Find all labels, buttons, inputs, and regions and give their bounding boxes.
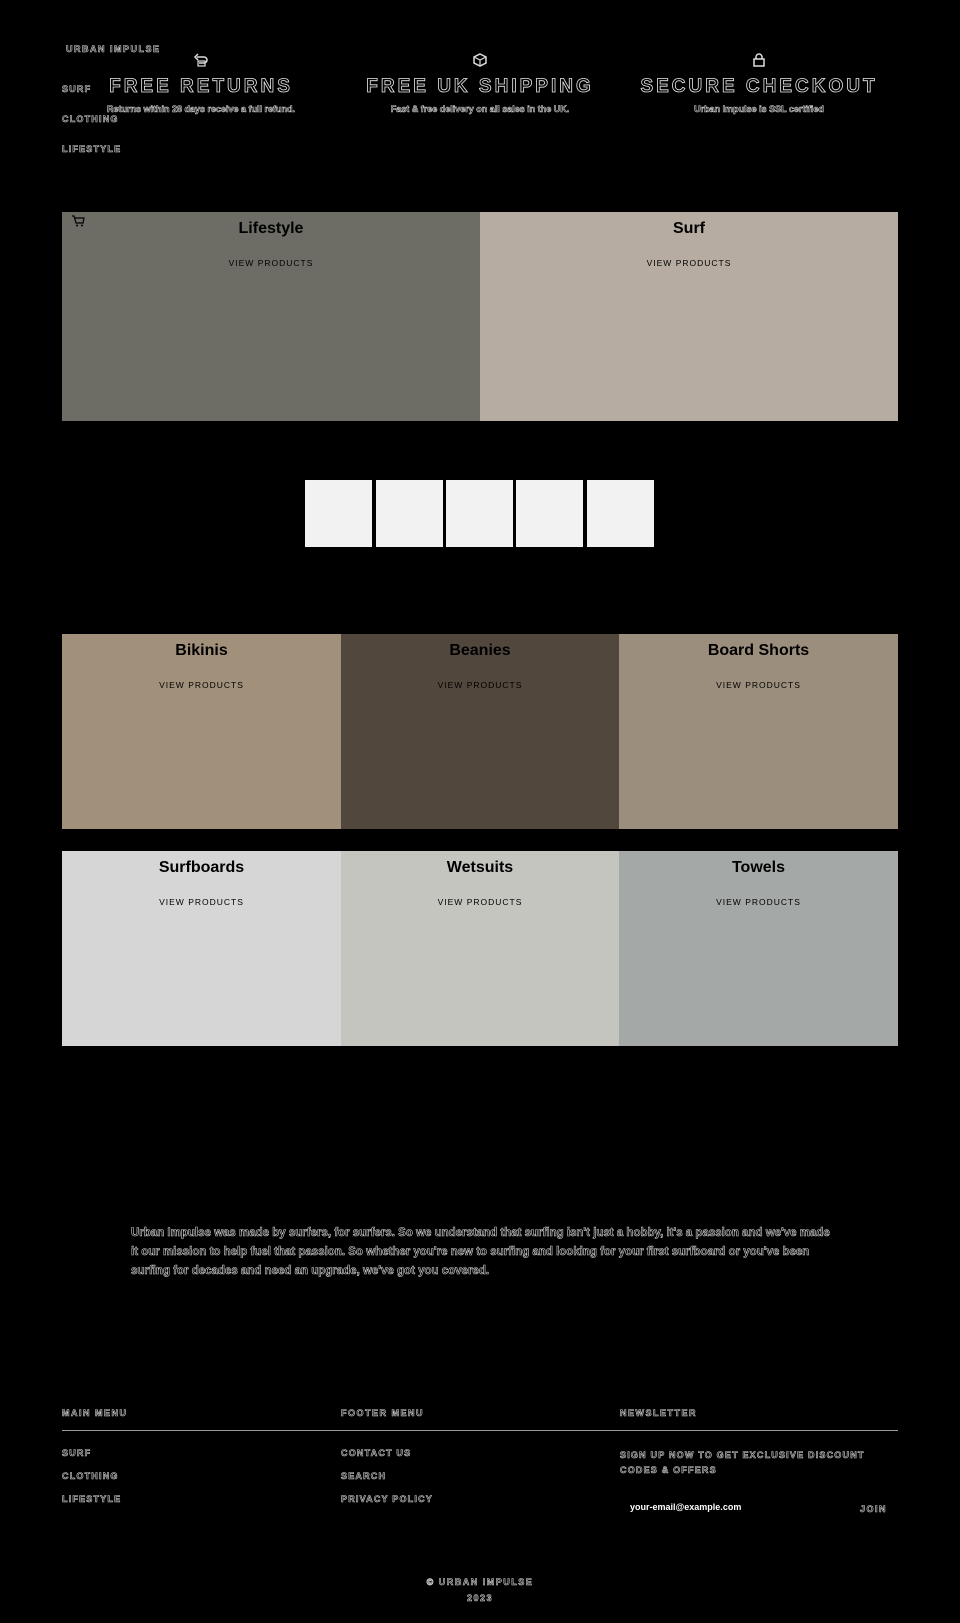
collection-title: Towels: [731, 859, 786, 876]
newsletter-heading: NEWSLETTER: [620, 1408, 697, 1418]
view-products-link[interactable]: VIEW PRODUCTS: [159, 680, 244, 690]
feature-secure-checkout: [609, 52, 909, 114]
about-text: Urban Impulse was made by surfers, for surfers. So we understand that surfing isn't just a hobby, it's a passion and we've made it our mission to help fuel that passion. So whether you're new to surfing and looking for your first surfboard or you've been surfing for decades and need an upgrade, we've got you covered.: [131, 1227, 830, 1277]
newsletter-join-button[interactable]: JOIN: [860, 1504, 888, 1514]
view-products-link[interactable]: VIEW PRODUCTS: [646, 258, 732, 268]
returns-icon: [193, 52, 209, 68]
slider-item[interactable]: [587, 480, 654, 547]
feature-text: Returns within 28 days receive a full refund.: [106, 104, 296, 114]
footer-link-lifestyle[interactable]: LIFESTYLE: [62, 1494, 122, 1504]
box-icon: [472, 52, 488, 68]
newsletter-email-input[interactable]: [630, 1502, 820, 1512]
cart-icon[interactable]: [71, 215, 85, 227]
view-products-link[interactable]: VIEW PRODUCTS: [716, 897, 801, 907]
copyright-text: © URBAN IMPULSE: [426, 1577, 534, 1587]
brand-logo[interactable]: URBAN IMPULSE: [66, 44, 161, 54]
view-products-link[interactable]: VIEW PRODUCTS: [716, 680, 801, 690]
footer-link-privacy-policy[interactable]: PRIVACY POLICY: [341, 1494, 433, 1504]
copyright-year: 2023: [466, 1593, 494, 1603]
feature-free-shipping: [330, 52, 630, 114]
feature-title: SECURE CHECKOUT: [640, 76, 878, 97]
collection-title: Surfboards: [158, 859, 245, 876]
view-products-link[interactable]: VIEW PRODUCTS: [437, 897, 523, 907]
collection-lifestyle[interactable]: [62, 212, 480, 421]
newsletter-text: SIGN UP NOW TO GET EXCLUSIVE DISCOUNT CODES & OFFERS: [620, 1450, 865, 1475]
footer-main-menu-heading: MAIN MENU: [62, 1408, 128, 1418]
nav-item-lifestyle[interactable]: LIFESTYLE: [62, 144, 122, 154]
footer-menu-heading: FOOTER MENU: [341, 1408, 424, 1418]
copyright: [380, 1574, 580, 1606]
nav-item-surf[interactable]: SURF: [62, 84, 92, 94]
view-products-link[interactable]: VIEW PRODUCTS: [228, 258, 314, 268]
collection-title: Beanies: [449, 642, 511, 659]
view-products-link[interactable]: VIEW PRODUCTS: [159, 897, 244, 907]
footer-link-search[interactable]: SEARCH: [341, 1471, 387, 1481]
footer-link-contact-us[interactable]: CONTACT US: [341, 1448, 412, 1458]
feature-text: Fast & free delivery on all sales in the UK.: [390, 104, 570, 114]
footer-divider: [62, 1430, 898, 1431]
footer-link-surf[interactable]: SURF: [62, 1448, 92, 1458]
collection-title: Surf: [673, 220, 705, 237]
feature-free-returns: [51, 52, 351, 114]
view-products-link[interactable]: VIEW PRODUCTS: [437, 680, 523, 690]
collection-bikinis[interactable]: [62, 634, 341, 829]
lock-icon: [751, 52, 767, 68]
feature-title: FREE UK SHIPPING: [366, 76, 594, 97]
nav-item-clothing[interactable]: CLOTHING: [62, 114, 119, 124]
feature-text: Urban Impulse is SSL certified: [694, 104, 824, 114]
footer-link-clothing[interactable]: CLOTHING: [62, 1471, 119, 1481]
collection-surf[interactable]: [480, 212, 898, 421]
collection-wetsuits[interactable]: [341, 851, 619, 1046]
feature-title: FREE RETURNS: [109, 76, 293, 97]
slider-item[interactable]: [305, 480, 372, 547]
collection-towels[interactable]: [619, 851, 898, 1046]
collection-beanies[interactable]: [341, 634, 619, 829]
collection-title: Lifestyle: [238, 220, 304, 237]
slider-item[interactable]: [516, 480, 583, 547]
collection-title: Bikinis: [175, 642, 228, 659]
collection-title: Wetsuits: [446, 859, 514, 876]
collection-title: Board Shorts: [707, 642, 810, 659]
collection-surfboards[interactable]: [62, 851, 341, 1046]
slider-item[interactable]: [376, 480, 443, 547]
collection-board-shorts[interactable]: [619, 634, 898, 829]
slider-item[interactable]: [446, 480, 513, 547]
